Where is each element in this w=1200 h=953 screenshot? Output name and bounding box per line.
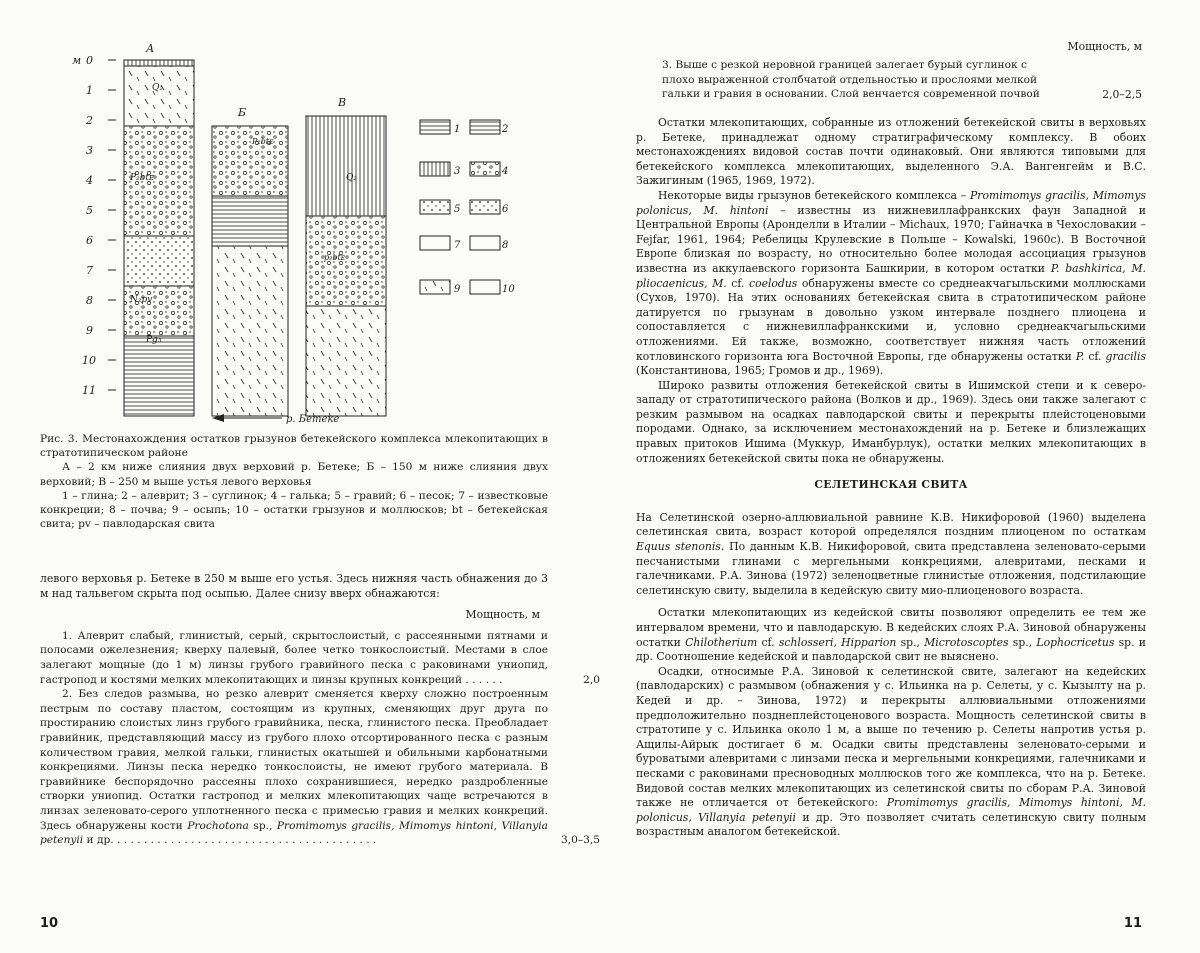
page-number-left: 10 [40,916,58,931]
layer-thickness: 2,0 [583,673,600,688]
svg-text:Б: Б [237,106,246,119]
svg-text:2: 2 [85,114,93,127]
layer-thickness: 3,0–3,5 [561,833,600,848]
svg-text:7: 7 [86,264,93,277]
svg-text:0: 0 [86,54,93,67]
svg-text:Q₂: Q₂ [152,83,163,93]
paragraph: На Селетинской озерно-аллювиальной равнине К.В. Никифоровой (1960) выделена селетинская свита, возраст которой определялся поздним плиоценом по остаткам Equus stenonis. По данным К.В. Никифоровой, свита представлена зеленовато-серыми песчанистыми глинами с мергельными конкрециями, алевритами, песками и галечниками. Р.А. Зинова (1972) зеленоцветные глинистые отложения, подстилающие селетинскую свиту, выделила в кедейскую свиту мио-плиоценового возраста. [636,511,1146,599]
svg-text:9: 9 [86,324,93,337]
layer-item: 2. Без следов размыва, но резко алеврит сменяется кверху сложно построенным пестрым по составу пластом, состоящим из крупных, сменяющих друг друга по простиранию слоистых линз грубого гравийника, песка, глинистого песка. Преобладает гравийник, представляющий массу из грубого плохо отсортированного песка с разным количеством гравия, мелкой гальки, глинистых окатышей и обильными карбонатными конкрециями. Линзы песка нередко тонкослоисты, не имеют грубого материала. В гравийнике беспорядочно рассеяны плохо сохранившиеся, нередко раздробленные створки униопид. Остатки гастропод и мелких млекопитающих чаще встречаются в линзах зеленовато-серого уплотненного песка с примесью гравия и мелких конкреций. Здесь обнаружены кости Prochotona sp., Promimomys gracilis, Mimomys hintoni, Villanyia petenyii и др. . . . . . . . . . . . . . . . . . . . . . . . . . . . . . . . . . . . . . . . 3,0–3,5 [40,687,548,848]
paragraph: Некоторые виды грызунов бетекейского комплекса – Promimomys gracilis, Mimomys polonicus, M. hintoni – известны из нижневиллафранкских фаун Западной и Центральной Европы (Аронделли в Италии – Michaux, 1970; Гайначка в Чехословакии – Fejfar, 1961, 1964; Ребелицы Крулевские в Польше – Kowalski, 1960с). В Восточной Европе близкая по возрасту, но относительно более молодая ассоциация грызунов известна из аккулаевского горизонта Башкирии, в котором остатки P. bashkirica, M. pliocaenicus, M. cf. coelodus обнаружены вместе со среднеакчагыльскими моллюсками (Сухов, 1970). На этих основаниях бетекейская свита в стратотипическом районе датируется по грызунам в довольно узком интервале позднего плиоцена и сопоставляется с нижневиллафранкскими и, условно среднеакчагыльскими отложениями. Ей также, возможно, соответствует нижняя часть отложений котловинского горизонта юга Восточной Европы, где обнаружены остатки P. cf. gracilis (Константинова, 1965; Громов и др., 1969). [636,189,1146,379]
section-title: СЕЛЕТИНСКАЯ СВИТА [636,478,1146,493]
svg-text:6: 6 [502,204,509,215]
legend [420,120,515,295]
svg-text:В: В [337,96,346,109]
svg-text:p₂btᴇ: p₂btᴇ [324,253,346,262]
page-number-right: 11 [1124,916,1142,931]
svg-text:6: 6 [86,234,93,247]
svg-text:Q₂: Q₂ [346,173,357,183]
depth-unit: м [72,54,81,67]
paragraph: Осадки, относимые Р.А. Зиновой к селетинской свите, залегают на кедейских (павлодарских) с размывом (обнажения у с. Ильинка на р. Селеты, у с. Кызылту на р. Кедей и др. – Зинова, 1972) и перекрыты аллювиальными отложениями предположительно позднеплейстоценового возраста. Мощность селетинской свиты в стратотипе у с. Ильинка около 1 м, а выше по течению р. Селеты напротив устья р. Ащилы-Айрык достигает 6 м. Осадки свиты представлены зеленовато-серыми и буроватыми алевритами с линзами песка и мергельными конкрециями, галечниками и песками с раковинами пресноводных моллюсков того же комплекса, что на р. Бетеке. Видовой состав мелких млекопитающих из селетинской свиты по сборам Р.А. Зиновой также не отличается от бетекейского: Promimomys gracilis, Mimomys hintoni, M. polonicus, Villanyia petenyii и др. Это позволяет считать селетинскую свиту полным возрастным аналогом бетекейской. [636,665,1146,840]
left-page [0,0,600,953]
svg-text:8: 8 [86,294,93,307]
svg-text:8: 8 [502,240,508,251]
svg-text:P₂btᴇ: P₂btᴇ [251,137,274,146]
svg-text:4: 4 [85,174,93,187]
stratigraphic-figure [62,40,532,430]
svg-text:10: 10 [502,284,515,295]
layer-item: 1. Алеврит слабый, глинистый, серый, скрытослоистый, с рассеянными пятнами и полосами ожелезнения; кверху палевый, более четко тонкослоистый. Местами в слое залегают мощные (до 1 м) линзы грубого гравийного песка с раковинами униопид, гастропод и костями мелких млекопитающих и линзы крупных конкреций . . . . . . 2,0 [40,629,548,687]
column-a [124,42,194,416]
svg-text:5: 5 [454,204,460,215]
thickness-header-right: Мощность, м [1068,40,1142,53]
depth-scale [72,54,116,397]
intro-paragraph: левого верховья р. Бетеке в 250 м выше его устья. Здесь нижняя часть обнажения до 3 м над тальвегом скрыта под осыпью. Далее снизу вверх обнажаются: [40,572,548,601]
caption-legend: 1 – глина; 2 – алеврит; 3 – суглинок; 4 – галька; 5 – гравий; 6 – песок; 7 – известковые конкреции; 8 – почва; 9 – осыпь; 10 – остатки грызунов и моллюсков; bt – бетекейская свита; pv – павлодарская свита [40,489,548,532]
thickness-header: Мощность, м [40,608,540,623]
svg-text:11: 11 [82,384,96,397]
caption-title: Рис. 3. Местонахождения остатков грызунов бетекейского комплекса млекопитающих в стратотипическом районе [40,432,548,460]
paragraph: Остатки млекопитающих, собранные из отложений бетекейской свиты в верховьях р. Бетеке, принадлежат одному стратиграфическому комплексу. В обоих местонахождениях видовой состав почти одинаковый. Они являются типовыми для бетекейского комплекса млекопитающих, выделенного Э.А. Вангенгейм и В.С. Зажигиным (1965, 1969, 1972). [636,116,1146,189]
column-b [212,106,288,416]
svg-text:5: 5 [86,204,93,217]
layer-thickness-3: 2,0–2,5 [1102,88,1142,101]
svg-text:7: 7 [454,240,461,251]
right-body-text [636,116,1146,840]
left-body-text [40,572,548,848]
column-v [306,96,386,416]
svg-text:1: 1 [454,124,460,135]
paragraph: Остатки млекопитающих из кедейской свиты позволяют определить ее тем же интервалом времени, что и павлодарскую. В кедейских слоях Р.А. Зиновой обнаружены остатки Chilotherium cf. schlosseri, Hipparion sp., Microtoscoptes sp., Lophocricetus sp. и др. Соотношение кедейской и павлодарской свит не выяснено. [636,606,1146,664]
svg-text:А: А [145,42,154,55]
figure-caption [40,432,548,531]
layer-item-3: 3. Выше с резкой неровной границей залегает бурый суглинок с плохо выраженной столбчатой отдельностью и прослоями мелкой гальки и гравия в основании. Слой венчается современной почвой [662,58,1042,102]
svg-text:2: 2 [501,124,508,135]
svg-text:4: 4 [501,166,508,177]
svg-text:Pg₃: Pg₃ [145,335,162,345]
caption-sites: А – 2 км ниже слияния двух верховий р. Бетеке; Б – 150 м ниже слияния двух верховий; В – 250 м выше устья левого верховья [40,460,548,488]
paragraph: Широко развиты отложения бетекейской свиты в Ишимской степи и к северо-западу от стратотипического района (Волков и др., 1969). Здесь они также залегают с резким размывом на осадках павлодарской свиты и перекрыты плейстоценовыми породами. Однако, за исключением местонахождений на р. Бетеке и близлежащих правых притоков Ишима (Муккур, Иманбурлук), остатки мелких млекопитающих в отложениях бетекейской свиты пока не обнаружены. [636,379,1146,467]
svg-text:N₂pv: N₂pv [129,295,152,305]
svg-text:10: 10 [82,354,96,367]
svg-text:3: 3 [86,144,93,157]
svg-text:1: 1 [86,84,93,97]
svg-text:9: 9 [454,284,461,295]
river-label: р. Бетеке [286,414,339,425]
svg-text:3: 3 [454,166,460,177]
svg-text:P₂btᴇ: P₂btᴇ [129,173,154,183]
